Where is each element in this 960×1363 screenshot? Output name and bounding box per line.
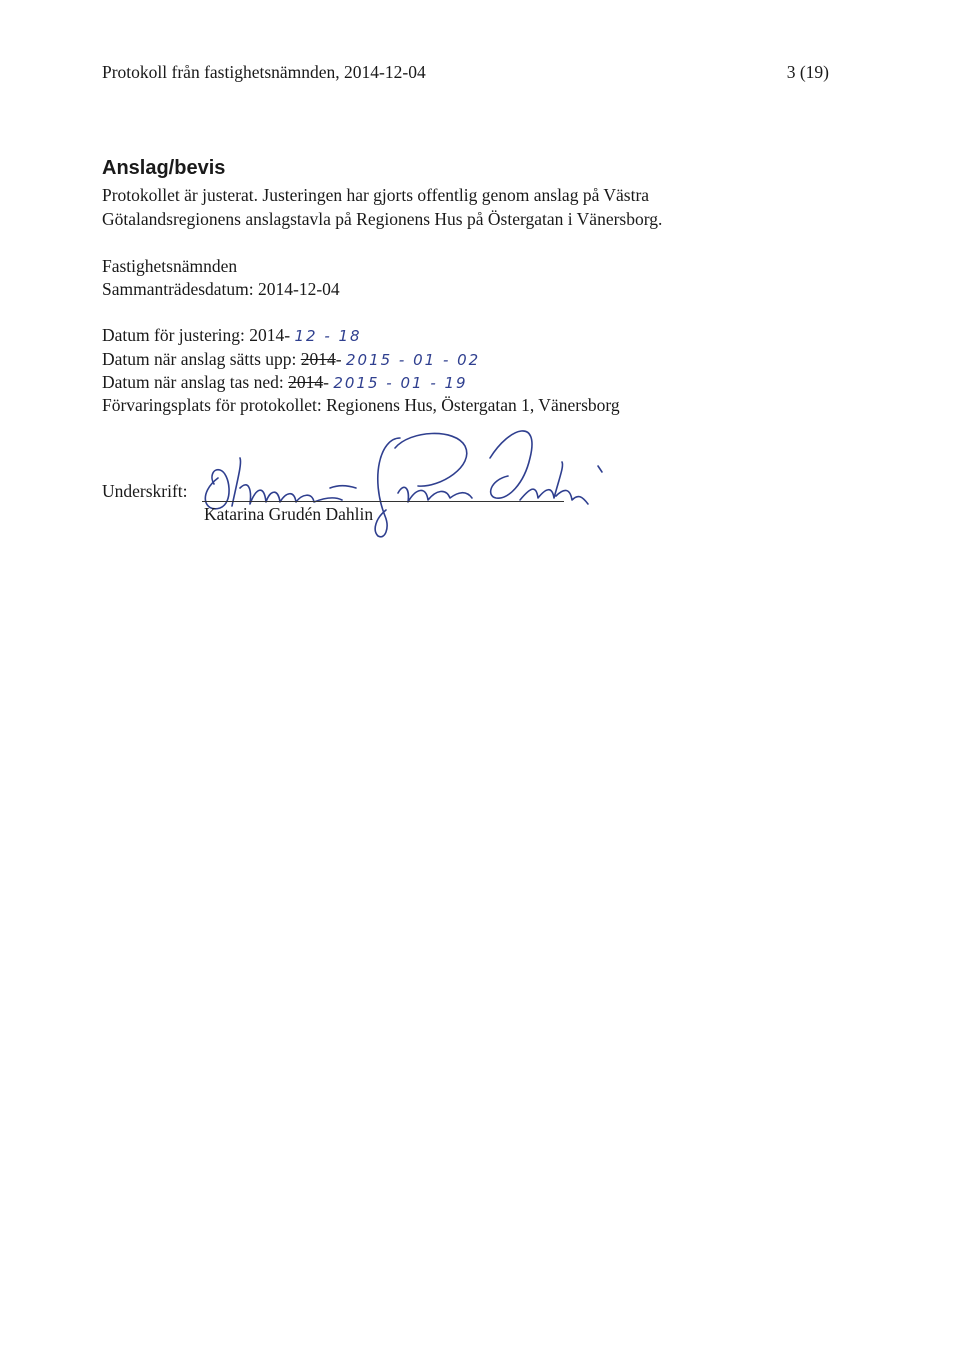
signatory-name: Katarina Grudén Dahlin (204, 504, 374, 524)
anslag-upp-handwritten-date: 2015 - 01 - 02 (345, 351, 481, 369)
committee-name: Fastighetsnämnden (102, 256, 238, 276)
storage-location: Förvaringsplats för protokollet: Regionens Hus, Östergatan 1, Vänersborg (102, 395, 620, 415)
handwritten-signature (190, 418, 610, 548)
section-heading: Anslag/bevis (102, 157, 226, 179)
anslag-ned-row (102, 372, 468, 393)
justering-label: Datum för justering: 2014- (102, 325, 291, 345)
paragraph-line-2: Götalandsregionens anslagstavla på Regionens Hus på Östergatan i Vänersborg. (102, 209, 663, 229)
anslag-ned-separator: - (323, 372, 329, 392)
signature-line (202, 501, 564, 502)
anslag-ned-label: Datum när anslag tas ned: (102, 372, 284, 392)
document-header-title: Protokoll från fastighetsnämnden, 2014-12-04 (102, 62, 426, 82)
anslag-ned-handwritten-date: 2015 - 01 - 19 (333, 374, 468, 392)
justering-handwritten-date: 12 - 18 (294, 327, 362, 345)
anslag-upp-separator: - (335, 349, 342, 369)
anslag-upp-label: Datum när anslag sätts upp: (102, 349, 297, 369)
anslag-upp-row (102, 349, 480, 370)
page-number: 3 (19) (786, 62, 829, 82)
meeting-date: Sammanträdesdatum: 2014-12-04 (102, 279, 340, 299)
signature-label: Underskrift: (102, 481, 188, 501)
justering-date-row (102, 325, 362, 346)
anslag-upp-struck-year: 2014 (300, 349, 336, 369)
paragraph-line-1: Protokollet är justerat. Justeringen har gjorts offentlig genom anslag på Västra (102, 185, 650, 205)
anslag-ned-struck-year: 2014 (288, 372, 324, 392)
